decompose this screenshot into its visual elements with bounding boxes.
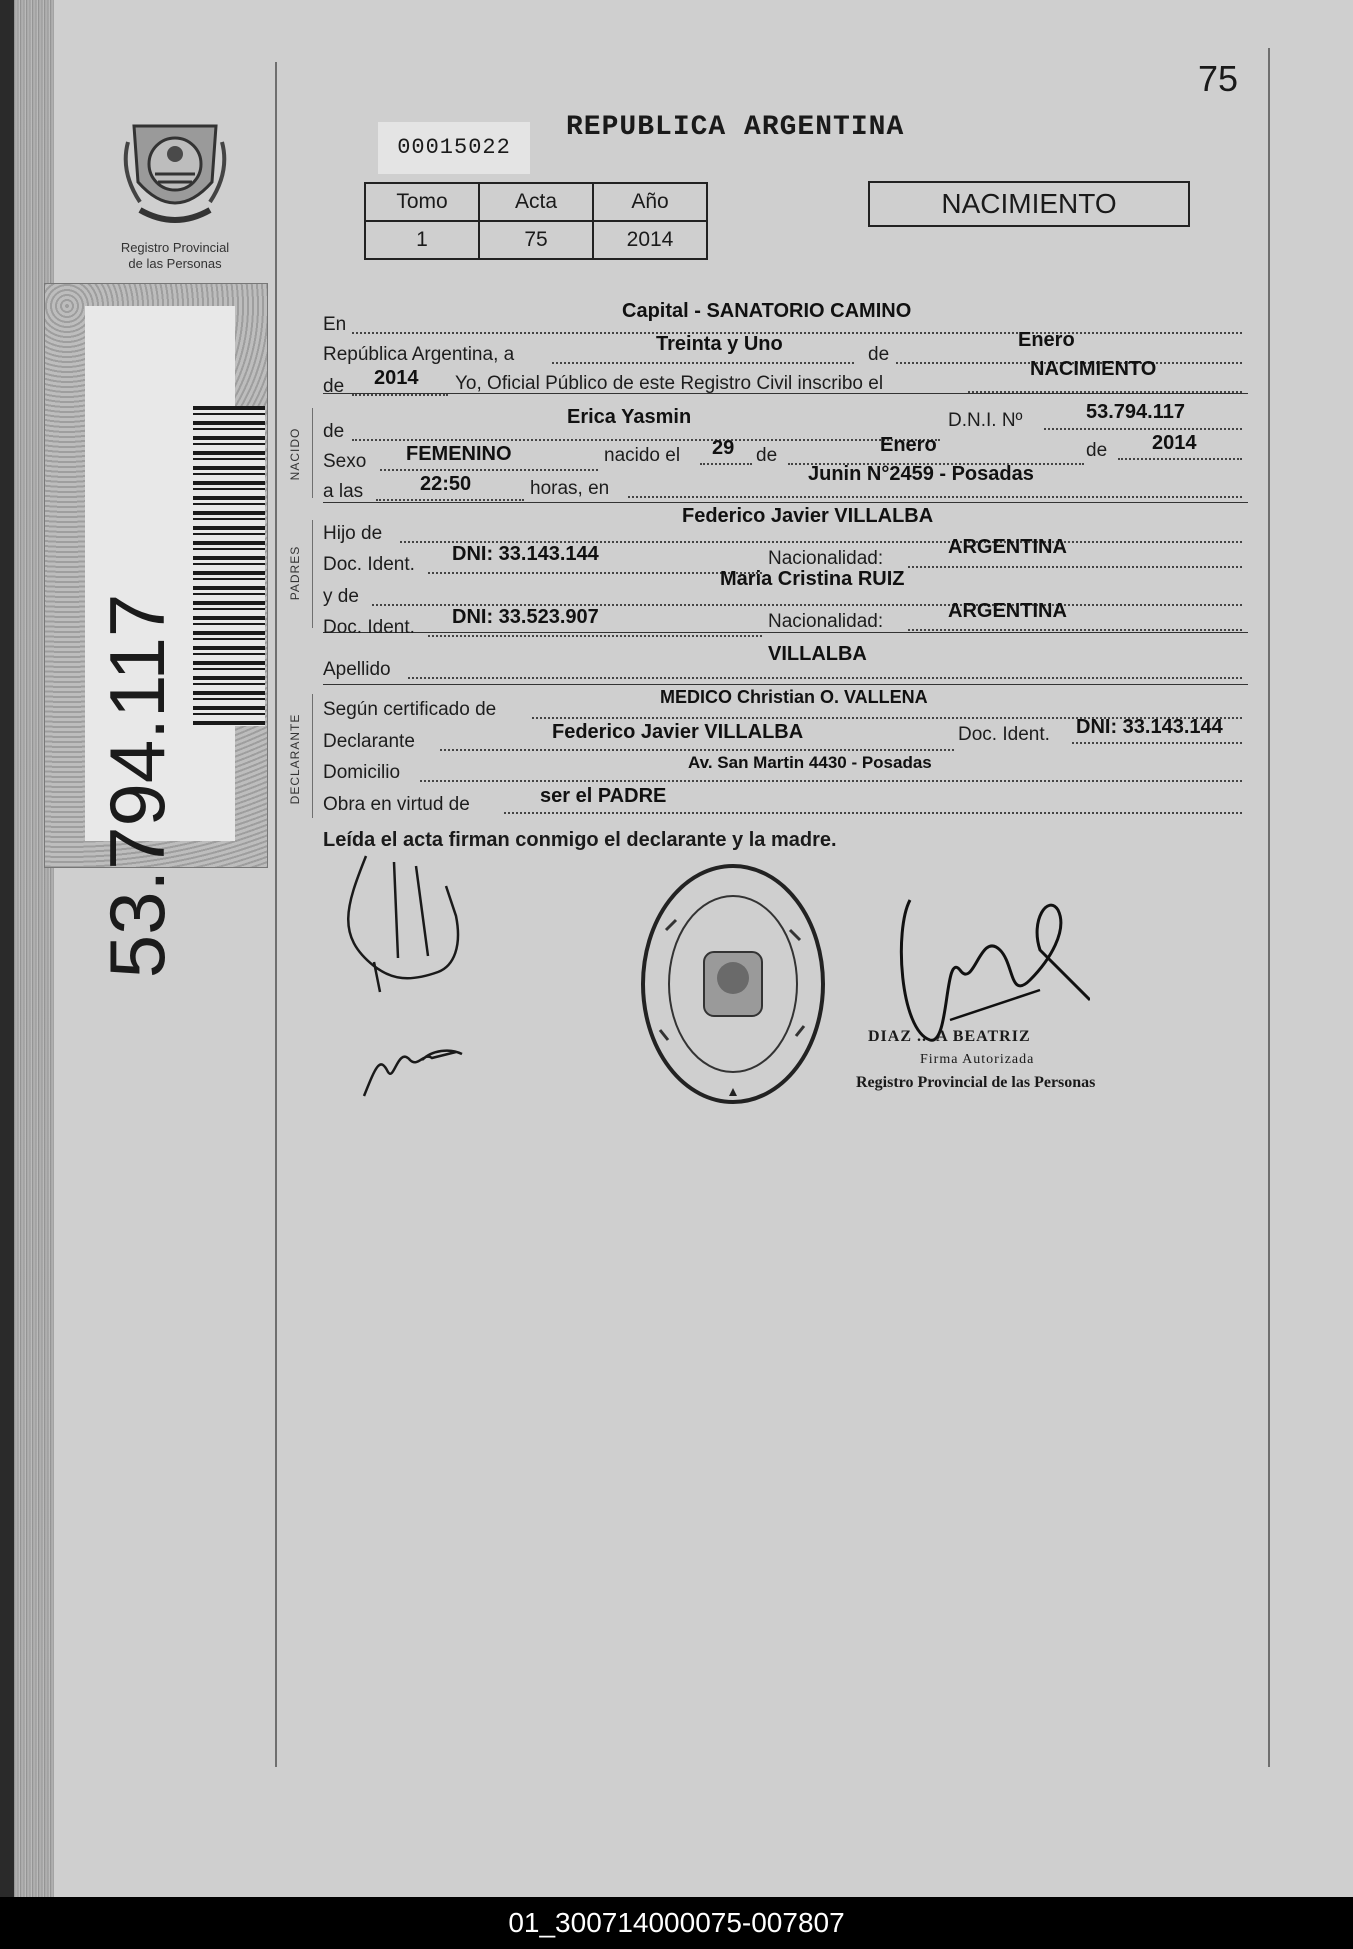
value-place: Capital - SANATORIO CAMINO [622,300,912,322]
dotted-line [504,810,1242,814]
dni-sticker [44,283,268,979]
value-mother-name: Maria Cristina RUIZ [720,568,905,590]
value-declarant-doc: DNI: 33.143.144 [1076,716,1223,738]
label-en: En [323,314,347,335]
value-registration-day: Treinta y Uno [656,333,783,355]
record-table [364,182,708,260]
official-name: DIAZ ... A BEATRIZ [868,1028,1031,1045]
value-birth-place: Junin N°2459 - Posadas [808,463,1034,485]
value-mother-nationality: ARGENTINA [948,600,1067,622]
dotted-line [908,564,1242,568]
dotted-line [628,494,1242,498]
section-label-padres-text: PADRES [288,545,302,601]
label-sexo: Sexo [323,451,367,472]
label-de: de [1086,440,1108,461]
dotted-line [420,778,1242,782]
official-org: Registro Provincial de las Personas [856,1074,1096,1091]
section-bracket [312,694,313,818]
record-table-header-tomo: Tomo [365,183,479,221]
official-title: Firma Autorizada [920,1052,1035,1067]
label-doc-ident: Doc. Ident. [958,724,1050,745]
value-birth-year: 2014 [1152,432,1197,454]
dotted-line [552,360,854,364]
dotted-line [352,392,448,396]
right-margin-rule [1268,48,1270,1767]
label-yo-oficial: Yo, Oficial Público de este Registro Civil inscribo el [455,373,884,394]
declarant-signature [336,846,500,1116]
footer-code: 01_300714000075-007807 [0,1897,1353,1949]
label-de: de [756,445,778,466]
label-nacionalidad: Nacionalidad: [768,611,884,632]
dotted-line [1044,426,1242,430]
label-dni-no: D.N.I. Nº [948,410,1023,431]
value-certificate-by: MEDICO Christian O. VALLENA [660,687,928,707]
registry-seal-logo [120,112,230,232]
value-registration-month: Enero [1018,329,1075,351]
dotted-line [352,437,940,441]
label-doc-ident: Doc. Ident. [323,617,415,638]
value-father-name: Federico Javier VILLALBA [682,505,934,527]
dotted-line [1118,456,1242,460]
section-divider [323,684,1248,685]
label-nacido-el: nacido el [604,445,681,466]
value-sex: FEMENINO [406,443,512,465]
dotted-line [440,747,954,751]
dotted-line [408,675,1242,679]
dotted-line [968,389,1242,393]
section-label-declarante-text: DECLARANTE [288,713,302,805]
label-a-las: a las [323,481,364,502]
label-domicilio: Domicilio [323,762,401,783]
official-stamp [636,860,830,1108]
value-registration-year: 2014 [374,367,419,389]
page-number: 75 [1198,58,1239,99]
value-child-dni: 53.794.117 [1086,401,1185,423]
value-father-nationality: ARGENTINA [948,536,1067,558]
registry-name-line1: Registro Provincial [120,240,230,255]
value-father-doc: DNI: 33.143.144 [452,543,599,565]
value-address: Av. San Martin 4430 - Posadas [688,753,932,772]
serial-number: 00015022 [378,122,530,174]
section-bracket [312,408,313,498]
label-declarante: Declarante [323,731,415,752]
label-doc-ident: Doc. Ident. [323,554,415,575]
dni-sticker-number: 53.794.117 [93,593,181,979]
record-table-value-acta: 75 [479,221,593,259]
label-segun-certificado: Según certificado de [323,699,497,720]
value-child-name: Erica Yasmin [567,406,692,428]
dotted-line [428,570,762,574]
dotted-line [428,633,762,637]
dotted-line [1072,740,1242,744]
value-birth-day: 29 [712,437,735,459]
label-de: de [868,344,890,365]
value-surname: VILLALBA [768,643,867,665]
registry-name-line2: de las Personas [128,256,222,271]
record-table-header-ano: Año [593,183,707,221]
label-hijo-de: Hijo de [323,523,383,544]
label-republica: República Argentina, a [323,344,515,365]
dotted-line [908,627,1242,631]
left-margin-rule [275,62,277,1767]
label-de: de [323,376,345,397]
record-table-value-ano: 2014 [593,221,707,259]
value-birth-month: Enero [880,434,937,456]
value-act-type: NACIMIENTO [1030,358,1157,380]
barcode [193,406,265,726]
label-apellido: Apellido [323,659,391,680]
section-label-nacido-text: NACIDO [288,427,302,481]
value-declarant: Federico Javier VILLALBA [552,721,804,743]
value-capacity: ser el PADRE [540,785,667,807]
record-table-value-tomo: 1 [365,221,479,259]
registry-name [100,240,250,272]
label-nacionalidad: Nacionalidad: [768,548,884,569]
value-mother-doc: DNI: 33.523.907 [452,606,599,628]
dotted-line [352,330,1242,334]
closing-statement: Leída el acta firman conmigo el declarante y la madre. [323,829,837,851]
value-birth-time: 22:50 [420,473,472,495]
country-title: REPUBLICA ARGENTINA [566,112,905,143]
dotted-line [700,461,752,465]
record-table-header-acta: Acta [479,183,593,221]
section-divider [323,502,1248,503]
label-de: de [323,421,345,442]
label-y-de: y de [323,586,359,607]
label-horas-en: horas, en [530,478,610,499]
record-type-box: NACIMIENTO [868,181,1190,227]
dotted-line [380,467,598,471]
section-bracket [312,520,313,628]
label-obra-en-virtud: Obra en virtud de [323,794,470,815]
dotted-line [376,497,524,501]
